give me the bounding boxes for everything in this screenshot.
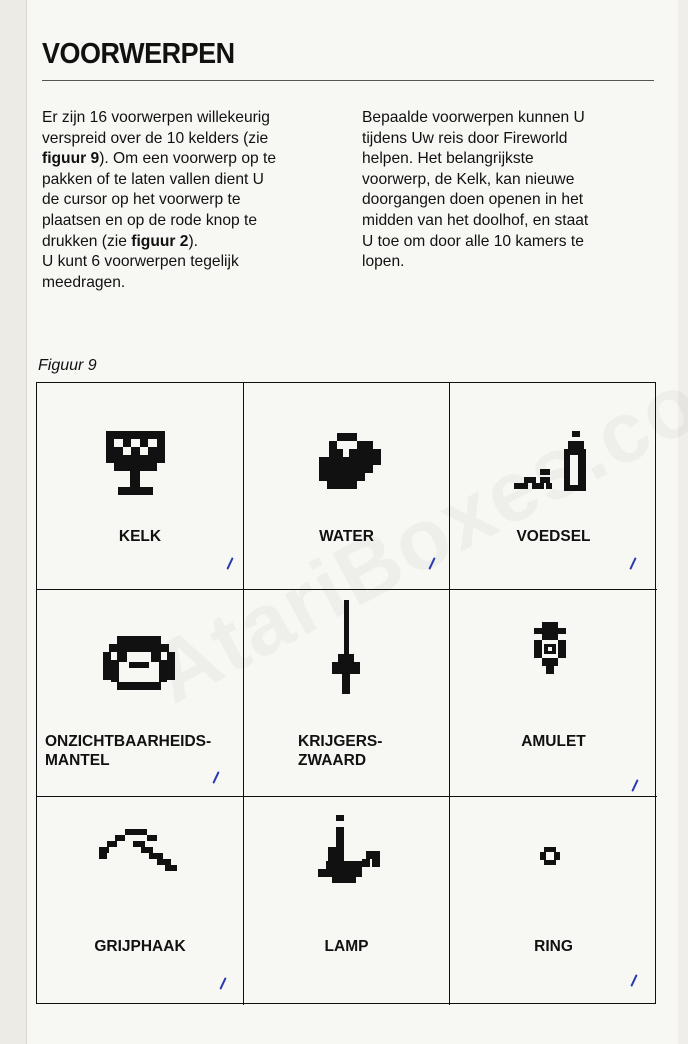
figure-reference: figuur 9 — [42, 150, 100, 168]
intro-text-left — [42, 108, 342, 293]
grappling-hook-icon — [37, 797, 242, 1002]
item-label — [45, 732, 243, 770]
text-line: verspreid over de 10 kelders (zie — [42, 129, 269, 147]
items-figure-grid — [36, 382, 656, 1004]
figure-reference: figuur 2 — [131, 232, 189, 250]
text-line: pakken of te laten vallen dient U — [42, 170, 264, 188]
item-label-text: ZWAARD — [298, 752, 367, 769]
page-title: VOORWERPEN — [42, 38, 235, 70]
item-label — [298, 732, 449, 770]
text-line: helpen. Het belangrijkste — [362, 150, 534, 168]
item-label — [244, 527, 449, 546]
text-line: Er zijn 16 voorwerpen willekeurig — [42, 109, 270, 126]
text-line: doorgangen doen openen in het — [362, 191, 584, 209]
ring-icon — [450, 797, 655, 1002]
text-line — [42, 149, 342, 170]
item-label-text: WATER — [319, 528, 374, 545]
text-line: Bepaalde voorwerpen kunnen U — [362, 109, 585, 126]
item-label-text: KRIJGERS- — [298, 733, 383, 750]
text-fragment: ). Om een voorwerp op te — [99, 150, 276, 168]
item-label — [37, 527, 243, 546]
item-label-text: ONZICHTBAARHEIDS- — [45, 733, 212, 750]
figure-caption: Figuur 9 — [38, 357, 97, 374]
item-label — [450, 937, 657, 956]
text-line — [42, 232, 342, 253]
text-line: U kunt 6 voorwerpen tegelijk — [42, 253, 239, 271]
text-line: midden van het doolhof, en staat — [362, 211, 589, 229]
amulet-icon — [450, 590, 655, 795]
item-cell-amulet — [450, 590, 657, 797]
item-label-text: MANTEL — [45, 752, 110, 769]
item-cell-krijgerszwaard — [244, 590, 450, 797]
text-fragment: ). — [188, 232, 198, 250]
item-cell-ring — [450, 797, 657, 1005]
text-line: voorwerp, de Kelk, kan nieuwe — [362, 170, 575, 188]
item-label — [450, 732, 657, 751]
item-label-text: VOEDSEL — [516, 528, 591, 545]
text-line: tijdens Uw reis door Fireworld — [362, 129, 568, 147]
page-binding-edge — [0, 0, 27, 1044]
text-line: U toe om door alle 10 kamers te — [362, 232, 584, 250]
water-jug-icon — [244, 383, 449, 588]
item-label-text: LAMP — [324, 938, 369, 955]
text-fragment: drukken (zie — [42, 232, 132, 250]
text-line: de cursor op het voorwerp te — [42, 191, 241, 209]
item-cell-onzichtbaarheidsmantel — [37, 590, 244, 797]
item-label — [450, 527, 657, 546]
page-right-edge — [678, 0, 688, 1044]
item-label-text: KELK — [118, 528, 162, 545]
item-cell-grijphaak — [37, 797, 244, 1005]
item-label-text: GRIJPHAAK — [94, 938, 186, 955]
item-label-text: AMULET — [521, 733, 586, 750]
text-line: lopen. — [362, 253, 405, 271]
text-line: meedragen. — [42, 273, 126, 291]
intro-text-right — [362, 108, 652, 273]
item-cell-lamp — [244, 797, 450, 1005]
food-bottle-icon — [450, 383, 655, 588]
item-cell-kelk — [37, 383, 244, 590]
title-divider — [42, 80, 654, 81]
item-label — [37, 937, 243, 956]
text-line: plaatsen en op de rode knop te — [42, 211, 258, 229]
lamp-icon — [244, 797, 449, 1002]
chalice-icon — [37, 383, 242, 588]
item-cell-water — [244, 383, 450, 590]
item-cell-voedsel — [450, 383, 657, 590]
item-label — [244, 937, 449, 956]
item-label-text: RING — [534, 938, 573, 955]
